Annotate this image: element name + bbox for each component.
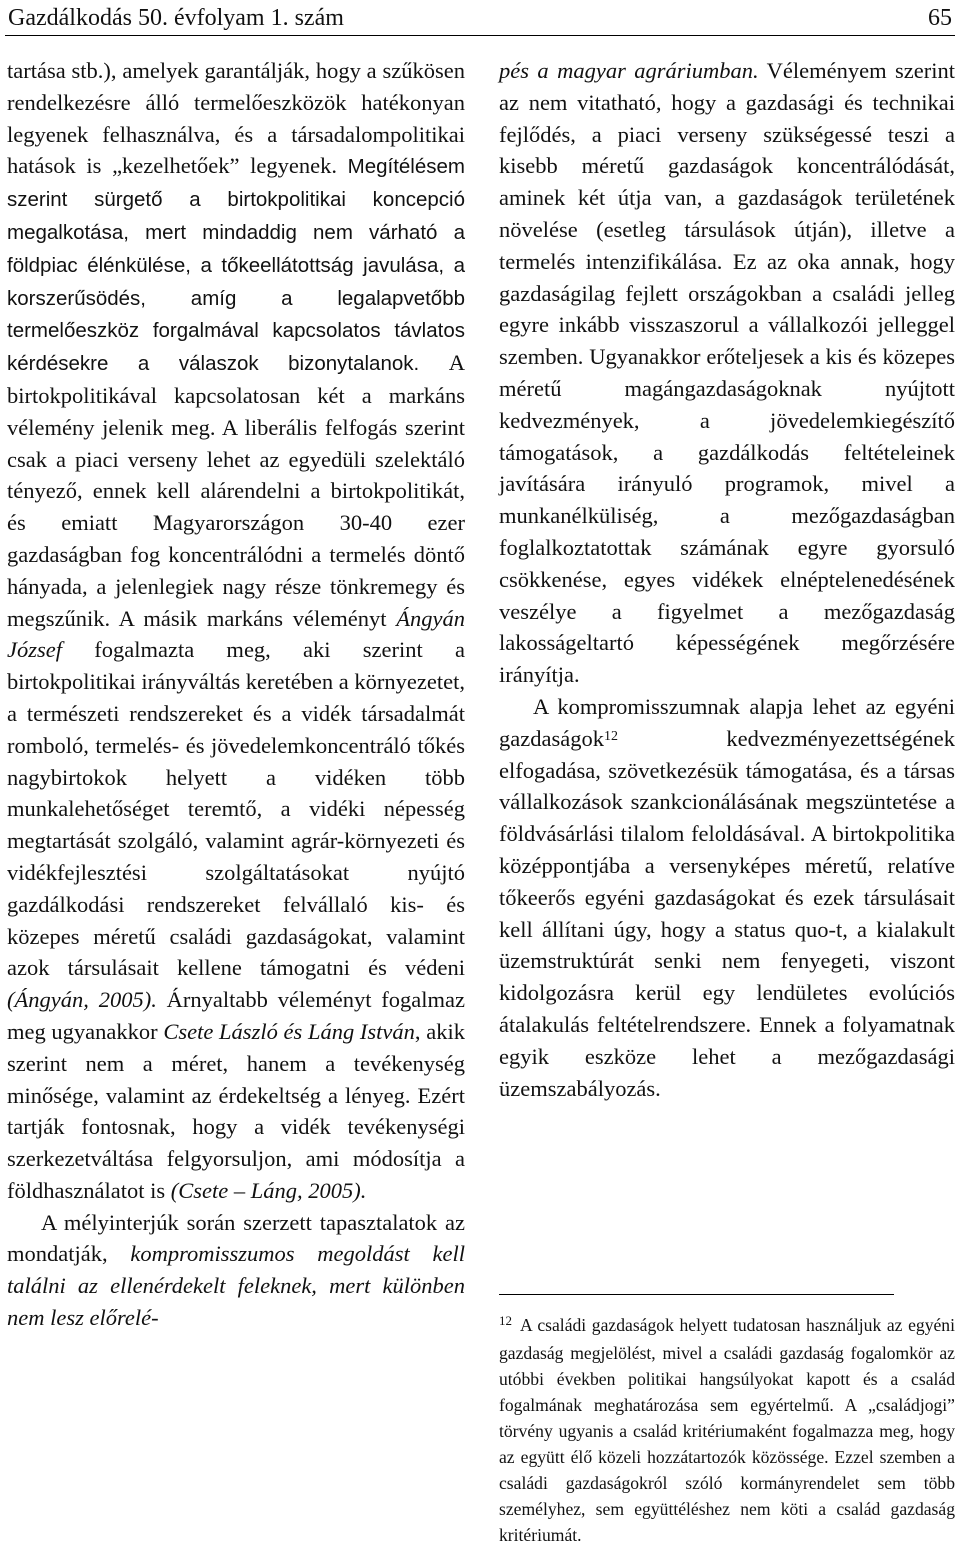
citation-angyan: (Ángyán, 2005). bbox=[7, 987, 157, 1013]
left-column bbox=[7, 55, 465, 1334]
right-text-policy: kedvezményezettségének elfogadása, szövetkezésük támogatása, és a társas vállalkozások szankcionálásának megszüntetése a földvásárlási tilalom feloldásával. A birtokpolitika középpontjába a versenyképes méretű, relatíve tőkeerős egyéni gazdaságokat és ezek társulásait kell állítani úgy, hogy a status quo-t, a kialakult üzemstruktúrát senki nem fenyegeti, viszont kidolgozásra kerül egy lendületes evolúciós átalakulás feltételrendszere. Ennek a folyamatnak egyik eszköze lehet a mezőgazdasági üzemszabályozás. bbox=[499, 725, 955, 1101]
left-text-angyan-view: fogalmazta meg, aki szerint a birtokpolitikai irányváltás keretében a környezetet, a természeti rendszereket és a vidék társadalmát romboló, termelés- és jövedelemkoncentráló tőkés nagybirtokok helyett a vidéken több munkalehetőséget teremtő, a vidéki népesség megtartását szolgáló, valamint agrár-környezeti és vidékfejlesztési szolgáltatásokat nyújtó gazdálkodási rendszereket felvállaló kis- és közepes méretű családi gazdaságokat, valamint azok társulásait kellene támogatni és védeni bbox=[7, 637, 465, 981]
footnote bbox=[499, 1312, 955, 1548]
page-number: 65 bbox=[928, 5, 952, 31]
right-text-opinion: Véleményem szerint az nem vitatható, hogy a gazdasági és technikai fejlődés, a piaci verseny szükségessé teszi a kisebb méretű gazdaságok koncentrálódását, aminek két útja van, a gazdaságok területének növelése (esetleg társulások útján), illetve a termelés intenzifikálása. Ez az oka annak, hogy gazdaságilag fejlett országokban a családi jelleg egyre inkább visszaszorul a vállalkozói jelleggel szemben. Ugyanakkor erőteljesek a kis és közepes méretű magángazdaságoknak nyújtott kedvezmények, a jövedelemkiegészítő támogatások, a gazdálkodás feltételeinek javítására irányuló programok, mivel a munkanélküliség, a mezőgazdaságban foglalkoztatottak számának egyre gyorsuló csökkenése, egyes vidékek elnéptelenedésének veszélye a figyelmet a mezőgazdaság lakosságeltartó képességének megőrzésére irányítja. bbox=[499, 58, 955, 688]
right-column bbox=[499, 55, 955, 1104]
running-header bbox=[5, 3, 955, 36]
footnote-mark: 12 bbox=[499, 1313, 512, 1328]
left-text-compromise-italic: kompromisszumos megoldást kell találni az ellenérdekelt feleknek, mert különben nem lesz előrelé- bbox=[7, 1241, 465, 1331]
footnote-divider bbox=[499, 1294, 894, 1295]
footnote-text: A családi gazdaságok helyett tudatosan használjuk az egyéni gazdaság megjelölést, mivel a családi gazdaság fogalomkör az utóbbi években politikai hangsúlyokat kapott és a család fogalmának meghatározása sem egyértelmű. A „családjogi” törvény ugyanis a család kritériumaként fogalmazza meg, hogy az együtt élő közeli hozzátartozók közössége. Ezzel szemben a családi gazdaságokról szóló kormányrendelet sem több személyhez, sem együttéléshez nem köti a család gazdaság kritériumát. bbox=[499, 1315, 955, 1545]
right-text-compromise: A kompromisszumnak alapja lehet az egyéni gazdaságok bbox=[499, 693, 955, 751]
left-text-nuanced: Árnyaltabb véleményt fogalmaz meg ugyanakkor bbox=[7, 987, 466, 1044]
right-text-continued-italic: pés a magyar agráriumban. bbox=[499, 58, 759, 83]
left-text-interviews: A mélyinterjúk során szerzett tapasztalatok az mondatják, bbox=[7, 1209, 465, 1267]
left-text-sans-passage: Megítélésem szerint sürgető a birtokpolitikai koncepció megalkotása, mert mindaddig nem várható a földpiac élénkülése, a tőkeellátottság javulása, a korszerűsödés, amíg a legalapvetőbb termelőeszköz forgalmával kapcsolatos távlatos kérdésekre a válaszok bizonytalanok. bbox=[7, 155, 465, 376]
footnote-reference[interactable]: 12 bbox=[603, 728, 618, 744]
right-paragraph-1 bbox=[499, 55, 955, 691]
left-text-opinions: A birtokpolitikával kapcsolatosan két a markáns vélemény jelenik meg. A liberális felfogás szerint csak a piaci verseny lehet az egyedüli szelektáló tényező, ennek kell alárendelni a birtokpolitikát, és emiatt Magyarországon 30-40 ezer gazdaságban fog koncentrálódni a termelés döntő hányada, a jelenlegiek nagy része tönkremegy és megszűnik. A másik markáns véleményt bbox=[7, 350, 465, 631]
author-angyan: Ángyán József bbox=[7, 605, 465, 663]
footnote-paragraph bbox=[499, 1312, 955, 1548]
left-text-csete-view: , akik szerint nem a méret, hanem a tevékenység minősége, valamint az érdekeltség a lényeg. Ezért tartják fontosnak, hogy a vidék tevékenységi szerkezetváltása felgyorsuljon, ami módosítja a földhasználatot is bbox=[7, 1018, 465, 1203]
left-paragraph-1 bbox=[7, 55, 465, 1207]
left-text-opening: tartása stb.), amelyek garantálják, hogy a szűkösen rendelkezésre álló termelőeszközök hatékonyan legyenek felhasználva, és a társadalompolitikai hatások is „kezelhetőek” legyenek. bbox=[7, 58, 465, 179]
left-paragraph-2 bbox=[7, 1207, 465, 1334]
right-paragraph-2 bbox=[499, 691, 955, 1104]
citation-csete-lang: (Csete – Láng, 2005). bbox=[170, 1177, 367, 1203]
author-csete-lang: Csete László és Láng István bbox=[163, 1018, 415, 1044]
journal-title: Gazdálkodás 50. évfolyam 1. szám bbox=[8, 5, 344, 31]
